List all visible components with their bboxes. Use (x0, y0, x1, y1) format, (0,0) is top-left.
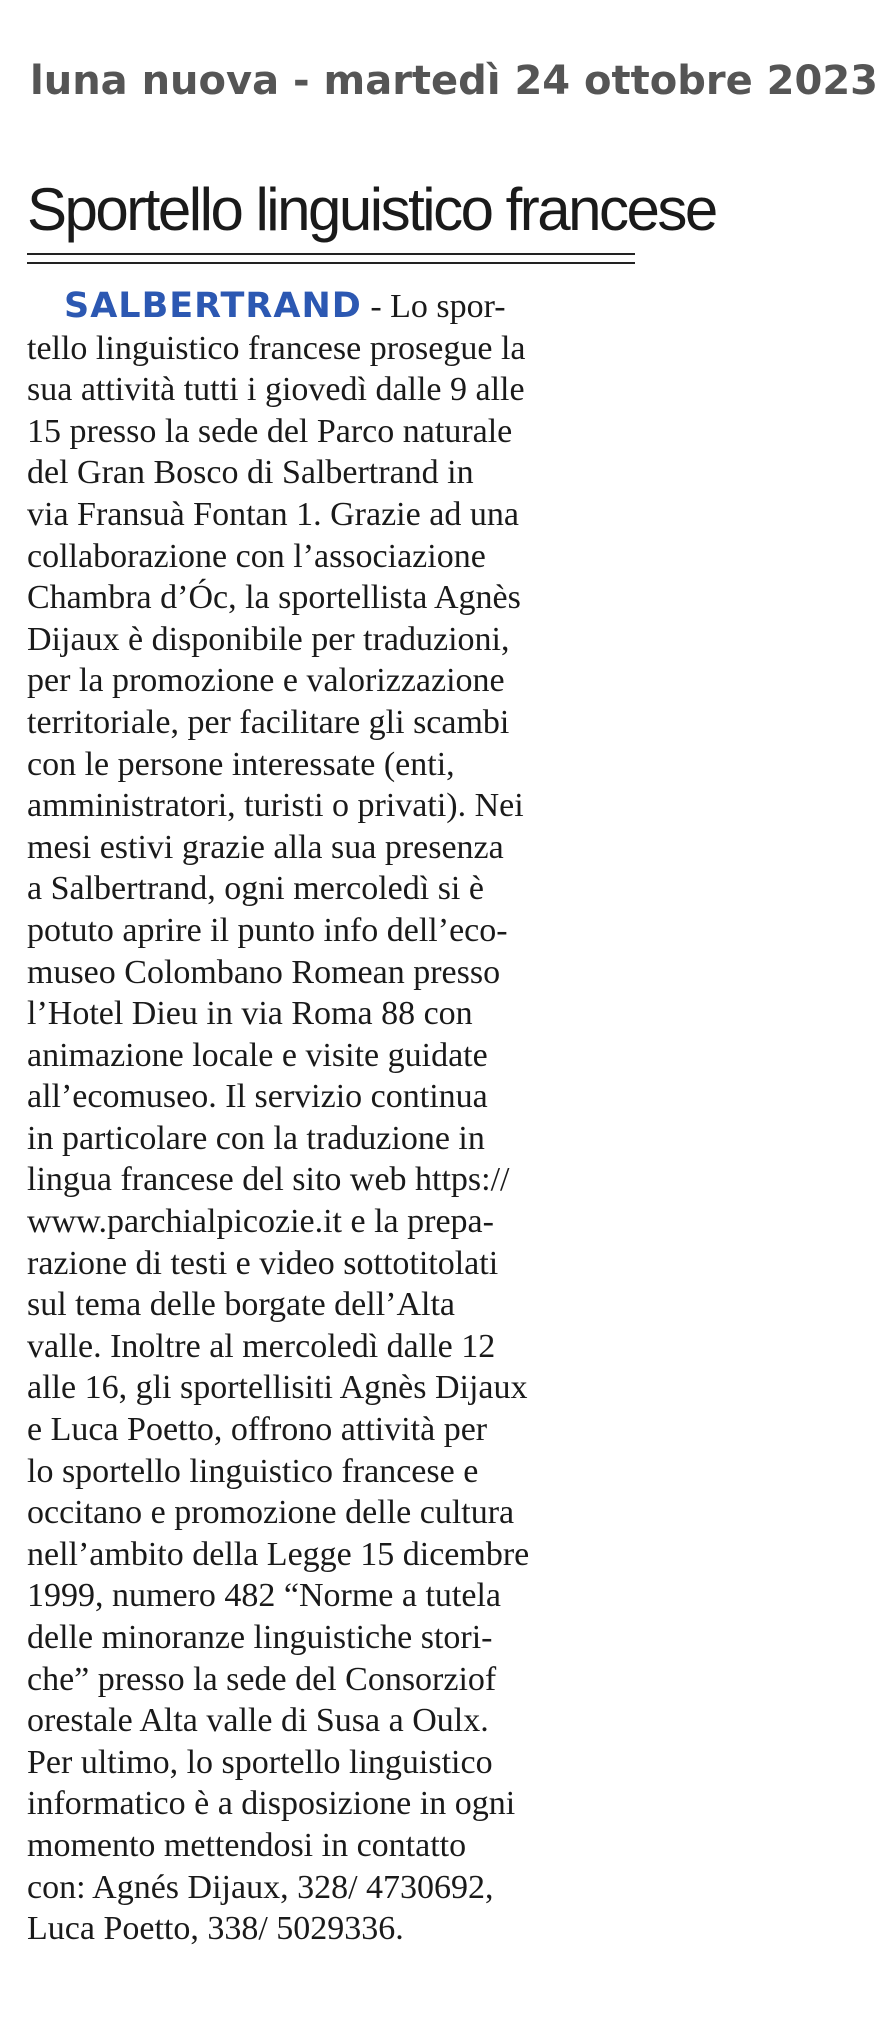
article-line: Luca Poetto, 338/ 5029336. (27, 1910, 404, 1948)
title-rule-top (27, 253, 635, 255)
article-line: www.parchialpicozie.it e la prepa- (27, 1203, 494, 1241)
article-line: Dijaux è disponibile per traduzioni, (27, 620, 510, 658)
body-lines (27, 328, 637, 1950)
article-line: lo sportello linguistico francese e (27, 1452, 479, 1490)
article-line: in particolare con la traduzione in (27, 1119, 485, 1157)
article-line: orestale Alta valle di Susa a Oulx. (27, 1702, 489, 1740)
article-line: collaborazione con l’associazione (27, 537, 486, 575)
article-line: con: Agnés Dijaux, 328/ 4730692, (27, 1868, 494, 1906)
article-line: sua attività tutti i giovedì dalle 9 alle (27, 371, 525, 409)
article-line: amministratori, turisti o privati). Nei (27, 787, 524, 825)
article-line: delle minoranze linguistiche stori- (27, 1619, 493, 1656)
article-line: animazione locale e visite guidate (27, 1036, 488, 1074)
article-first-line (27, 286, 637, 328)
article-line: lingua francese del sito web https:// (27, 1161, 510, 1199)
article-line: mesi estivi grazie alla sua presenza (27, 828, 504, 866)
article-line: territoriale, per facilitare gli scambi (27, 703, 510, 741)
article-line: alle 16, gli sportellisiti Agnès Dijaux (27, 1369, 528, 1407)
article-line: tello linguistico francese prosegue la (27, 329, 526, 367)
article-line: con le persone interessate (enti, (27, 745, 455, 783)
article-line: informatico è a disposizione in ogni (27, 1785, 516, 1823)
article-line: Chambra d’Óc, la sportellista Agnès (27, 579, 521, 617)
article-line: a Salbertrand, ogni mercoledì si è (27, 870, 484, 908)
article-line: e Luca Poetto, offrono attività per (27, 1411, 488, 1449)
article-line: potuto aprire il punto info dell’eco- (27, 911, 508, 949)
article-line: 1999, numero 482 “Norme a tutela (27, 1577, 501, 1615)
article-line: via Fransuà Fontan 1. Grazie ad una (27, 495, 519, 533)
article-title: Sportello linguistico francese (27, 176, 716, 243)
article-line: per la promozione e valorizzazione (27, 662, 505, 700)
article-body (27, 286, 637, 1950)
article-line: 15 presso la sede del Parco naturale (27, 412, 513, 450)
article-line: museo Colombano Romean presso (27, 953, 501, 991)
article-line: razione di testi e video sottotitolati (27, 1244, 499, 1282)
article-line: che” presso la sede del Consorziof (27, 1660, 497, 1698)
article-line: all’ecomuseo. Il servizio continua (27, 1078, 488, 1116)
article-line: sul tema delle borgate dell’Alta (27, 1286, 456, 1324)
first-line-text: - Lo spor- (361, 288, 506, 325)
article-line: Per ultimo, lo sportello linguistico (27, 1743, 493, 1781)
article-line: l’Hotel Dieu in via Roma 88 con (27, 995, 473, 1033)
article-line: valle. Inoltre al mercoledì dalle 12 (27, 1327, 496, 1365)
article-line: nell’ambito della Legge 15 dicembre (27, 1535, 530, 1573)
article-line: del Gran Bosco di Salbertrand in (27, 454, 474, 492)
article-line: momento mettendosi in contatto (27, 1826, 467, 1864)
masthead: luna nuova - martedì 24 ottobre 2023 (30, 58, 878, 104)
title-rule-bottom (27, 262, 635, 264)
dateline: SALBERTRAND (64, 286, 362, 326)
article-line: occitano e promozione delle cultura (27, 1494, 515, 1532)
